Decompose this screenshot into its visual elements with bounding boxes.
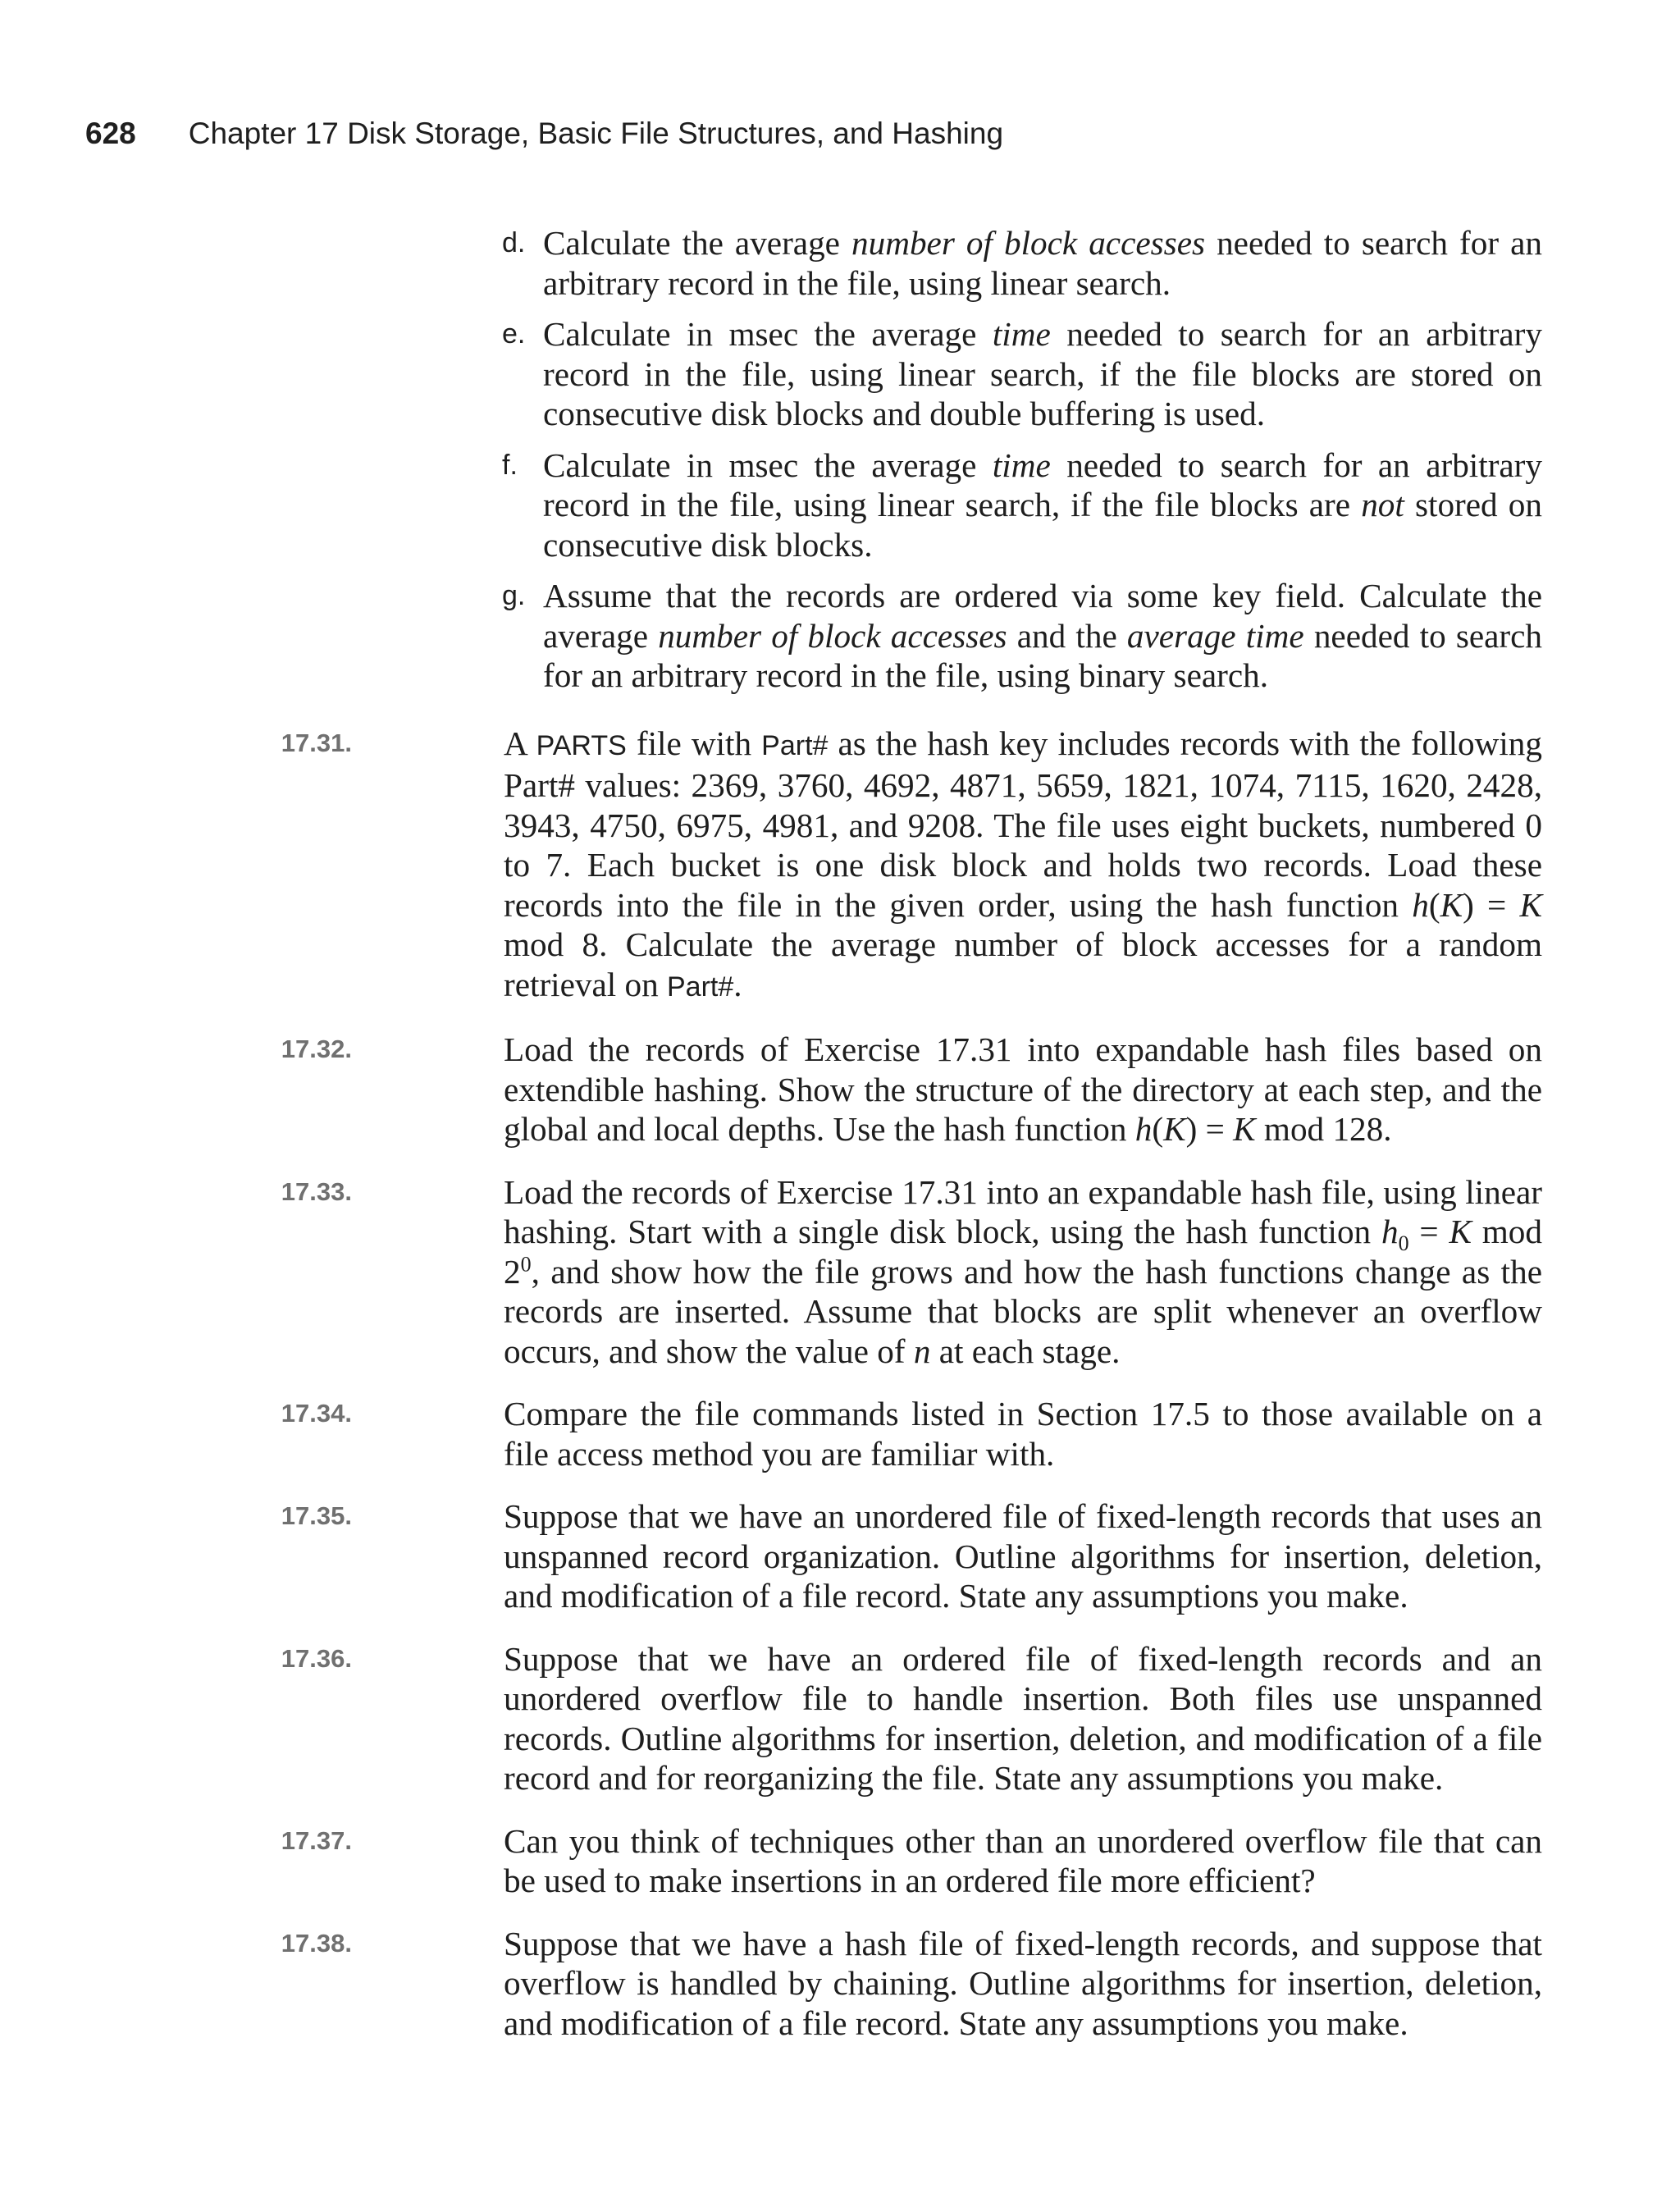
subitem-text: Calculate the average xyxy=(543,224,852,262)
exercise-text: mod 2 xyxy=(504,1213,1542,1291)
exercise-17-33 xyxy=(0,1172,1542,1372)
exercise-text: , and show how the file grows and how the hash functions change as the records are inserted. Assume that blocks are split whenever an overflow occurs, and show the value of xyxy=(504,1252,1542,1370)
subitem-text: stored on consecutive disk blocks. xyxy=(543,486,1542,564)
subitem-g xyxy=(0,576,1542,696)
exercise-text: Suppose that we have an ordered file of fixed-length records and an unordered overflow file to handle insertion. Both files use unspanned records. Outline algorithms for insertion, deletion, and modification of a file record and for reorganizing the file. State any assumptions you make. xyxy=(504,1639,1542,1797)
running-head xyxy=(85,116,1003,151)
emphasis: time xyxy=(992,315,1051,353)
exercise-17-34 xyxy=(0,1394,1542,1473)
subitem-label: e. xyxy=(502,318,526,349)
exercise-number: 17.36. xyxy=(281,1643,352,1673)
subitem-text: needed to search for an arbitrary record in the file, using linear search, if the file blocks are xyxy=(543,445,1542,523)
field-name: Part# xyxy=(666,971,734,1003)
emphasis: average time xyxy=(1126,616,1304,655)
exercise-text: Compare the file commands listed in Section 17.5 to those available on a file access method you are familiar with. xyxy=(504,1395,1542,1473)
emphasis: not xyxy=(1361,486,1404,523)
math-var: n xyxy=(913,1332,931,1370)
exercise-text: Load the records of Exercise 17.31 into expandable hash files based on extendible hashing. Show the structure of the directory at each step, and the global and local depths. Use the hash function xyxy=(504,1030,1542,1148)
math-var: h xyxy=(1134,1110,1153,1148)
exercise-number: 17.37. xyxy=(281,1825,352,1855)
exercise-text: Suppose that we have an unordered file of fixed-length records that uses an unspanned record organization. Outline algorithms for insertion, deletion, and modification of a file record. State any assumptions you make. xyxy=(504,1497,1542,1615)
page-body xyxy=(0,223,1680,2066)
math-subscript: 0 xyxy=(1398,1231,1409,1256)
page-number: 628 xyxy=(85,116,136,150)
exercise-text: mod 8. Calculate the average number of block accesses for a random retrieval on xyxy=(504,925,1542,1003)
subitem-text: needed to search for an arbitrary record in the file, using binary search. xyxy=(543,616,1543,694)
exercise-text: file with xyxy=(626,724,762,762)
exercise-number: 17.38. xyxy=(281,1928,352,1958)
math-exponent: 0 xyxy=(520,1251,532,1276)
math-var: h xyxy=(1381,1213,1399,1250)
exercise-text: = xyxy=(1408,1213,1449,1250)
exercise-text: ) = xyxy=(1463,885,1520,924)
exercise-text: mod 128. xyxy=(1255,1110,1392,1148)
exercise-number: 17.32. xyxy=(281,1035,352,1063)
exercise-17-35 xyxy=(0,1496,1542,1616)
exercise-17-32: 17.32. Load the records of Exercise 17.31 into expandable hash files based on extendible hashing. Show the structure of the directory at each step, and the global and local depths. Use the hash function h(K) = K mod 128. xyxy=(281,1030,1542,1148)
subitem-text: Calculate in msec the average xyxy=(543,315,993,353)
exercise-17-31: 17.31. A PARTS file with Part# as the hash key includes records with the following Part# values: 2369, 3760, 4692, 4871, 5659, 1821, 1074, 7115, 1620, 2428, 3943, 4750, 6975, 4981, and 9208. The file uses eight buckets, numbered 0 to 7. Each bucket is one disk block and holds two records. Load these records into the file in the given order, using the hash function h(K) = K mod 8. Calculate the average number of block accesses for a random retrieval on Part#. xyxy=(281,724,1542,1003)
exercise-text: at each stage. xyxy=(930,1332,1121,1370)
math-var: K xyxy=(1163,1110,1186,1148)
subitem-label: g. xyxy=(502,580,526,611)
math-var: K xyxy=(1233,1110,1256,1148)
subitem-e xyxy=(0,314,1542,434)
file-name: PARTS xyxy=(536,729,627,761)
subitem-text: Assume that the records are ordered via some key field. Calculate the average xyxy=(543,577,1542,655)
subitem-text: needed to search for an arbitrary record in the file, using linear search. xyxy=(543,224,1543,302)
subitem-text: and the xyxy=(1007,616,1127,655)
exercise-text: Load the records of Exercise 17.31 into an expandable hash file, using linear hashing. Start with a single disk block, using the hash function xyxy=(504,1172,1542,1250)
exercise-number: 17.35. xyxy=(281,1501,352,1530)
emphasis: time xyxy=(992,445,1051,484)
subitem-label: d. xyxy=(502,227,526,258)
subitem-label: f. xyxy=(502,449,518,481)
subitem-text: needed to search for an arbitrary record in the file, using linear search, if the file blocks are stored on consecutive disk blocks and double buffering is used. xyxy=(543,315,1542,432)
exercise-text: ) = xyxy=(1185,1110,1234,1148)
subitem-text: Calculate in msec the average xyxy=(543,445,993,484)
exercise-number: 17.34. xyxy=(281,1399,352,1428)
math-var: h xyxy=(1412,885,1429,924)
exercise-text: Can you think of techniques other than an unordered overflow file that can be used to make insertions in an ordered file more efficient? xyxy=(504,1821,1542,1899)
exercise-number: 17.31. xyxy=(281,728,352,757)
math-var: K xyxy=(1449,1213,1472,1250)
subitem-d xyxy=(0,223,1542,303)
exercise-17-38 xyxy=(0,1924,1542,2044)
math-var: K xyxy=(1440,885,1463,924)
exercise-number: 17.33. xyxy=(281,1176,352,1206)
subitem-f xyxy=(0,445,1542,565)
exercise-17-37 xyxy=(0,1821,1542,1901)
exercise-text: as the hash key includes records with the following Part# values: 2369, 3760, 4692, 4871, 5659, 1821, 1074, 7115, 1620, 2428, 3943, 4750, 6975, 4981, and 9208. The file uses eight buckets, numbered 0 to 7. Each bucket is one disk block and holds two records. Load these records into the file in the given order, using the hash function xyxy=(504,724,1542,924)
exercise-17-36 xyxy=(0,1639,1542,1798)
emphasis: number of block accesses xyxy=(658,616,1007,655)
math-var: K xyxy=(1519,885,1542,924)
field-name: Part# xyxy=(761,729,829,761)
emphasis: number of block accesses xyxy=(851,224,1206,262)
exercise-text: . xyxy=(733,965,742,1003)
exercise-text: A xyxy=(504,724,536,762)
chapter-title: Chapter 17 Disk Storage, Basic File Structures, and Hashing xyxy=(188,116,1004,150)
exercise-text: Suppose that we have a hash file of fixed-length records, and suppose that overflow is handled by chaining. Outline algorithms for insertion, deletion, and modification of a file record. State any assumptions you make. xyxy=(504,1924,1542,2042)
